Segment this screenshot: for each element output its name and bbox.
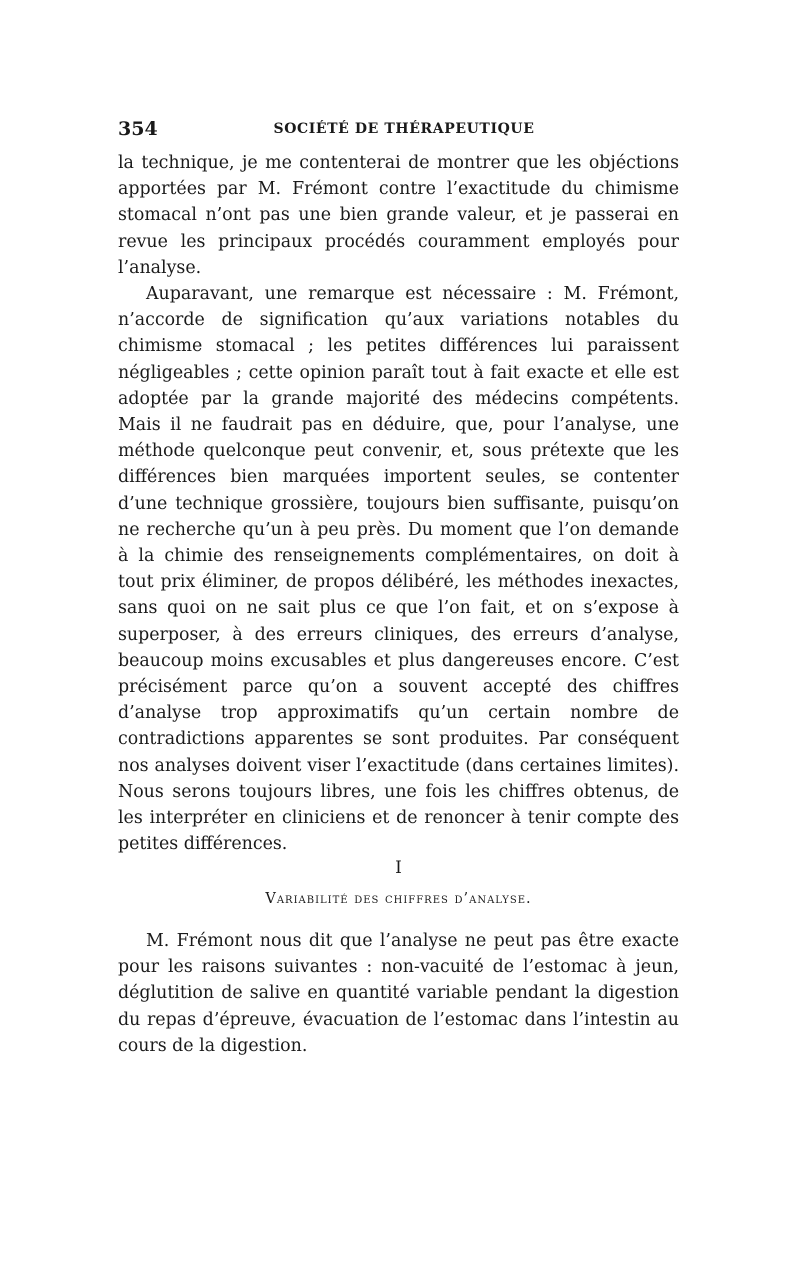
- section-heading: Variabilité des chiffres d’analyse.: [265, 891, 532, 907]
- paragraph-auparavant: Auparavant, une remarque est nécessaire : M. Frémont, n’accorde de signification qu’aux variations notables du chimisme stomacal ; les petites différences lui paraissent négligeables ; cette opinion paraît tout à fait exacte et elle est adoptée par la grande majorité des médecins compétents. Mais il ne faudrait pas en déduire, que, pour l’analyse, une méthode quelconque peut convenir, et, sous prétexte que les différences bien marquées importent seules, se contenter d’une technique grossière, toujours bien suffisante, puisqu’on ne recherche qu’un à peu près. Du moment que l’on demande à la chimie des renseignements complémentaires, on doit à tout prix éliminer, de propos délibéré, les méthodes inexactes, sans quoi on ne sait plus ce que l’on fait, et on s’expose à superposer, à des erreurs cliniques, des erreurs d’analyse, beaucoup moins excusables et plus dangereuses encore. C’est précisément parce qu’on a souvent accepté des chiffres d’analyse trop approximatifs qu’un certain nombre de contradictions apparentes se sont produites. Par conséquent nos analyses doivent viser l’exactitude (dans certaines limites). Nous serons toujours libres, une fois les chiffres obtenus, de les interpréter en cliniciens et de renoncer à tenir compte des petites différences.: [118, 284, 679, 855]
- journal-title: SOCIÉTÉ DE THÉRAPEUTIQUE: [273, 121, 535, 137]
- running-head: [118, 118, 690, 142]
- section-number: I: [395, 858, 402, 878]
- page-number: 354: [118, 118, 158, 140]
- paragraph-fremont: M. Frémont nous dit que l’analyse ne peut pas être exacte pour les raisons suivantes : non-vacuité de l’estomac à jeun, déglutition de salive en quantité variable pendant la digestion du repas d’épreuve, évacuation de l’estomac dans l’intestin au cours de la digestion.: [118, 931, 679, 1056]
- paragraph-continuation: la technique, je me contenterai de montrer que les objéctions apportées par M. Frémont contre l’exactitude du chimisme stomacal n’ont pas une bien grande valeur, et je passerai en revue les principaux procédés couramment employés pour l’analyse.: [118, 153, 679, 278]
